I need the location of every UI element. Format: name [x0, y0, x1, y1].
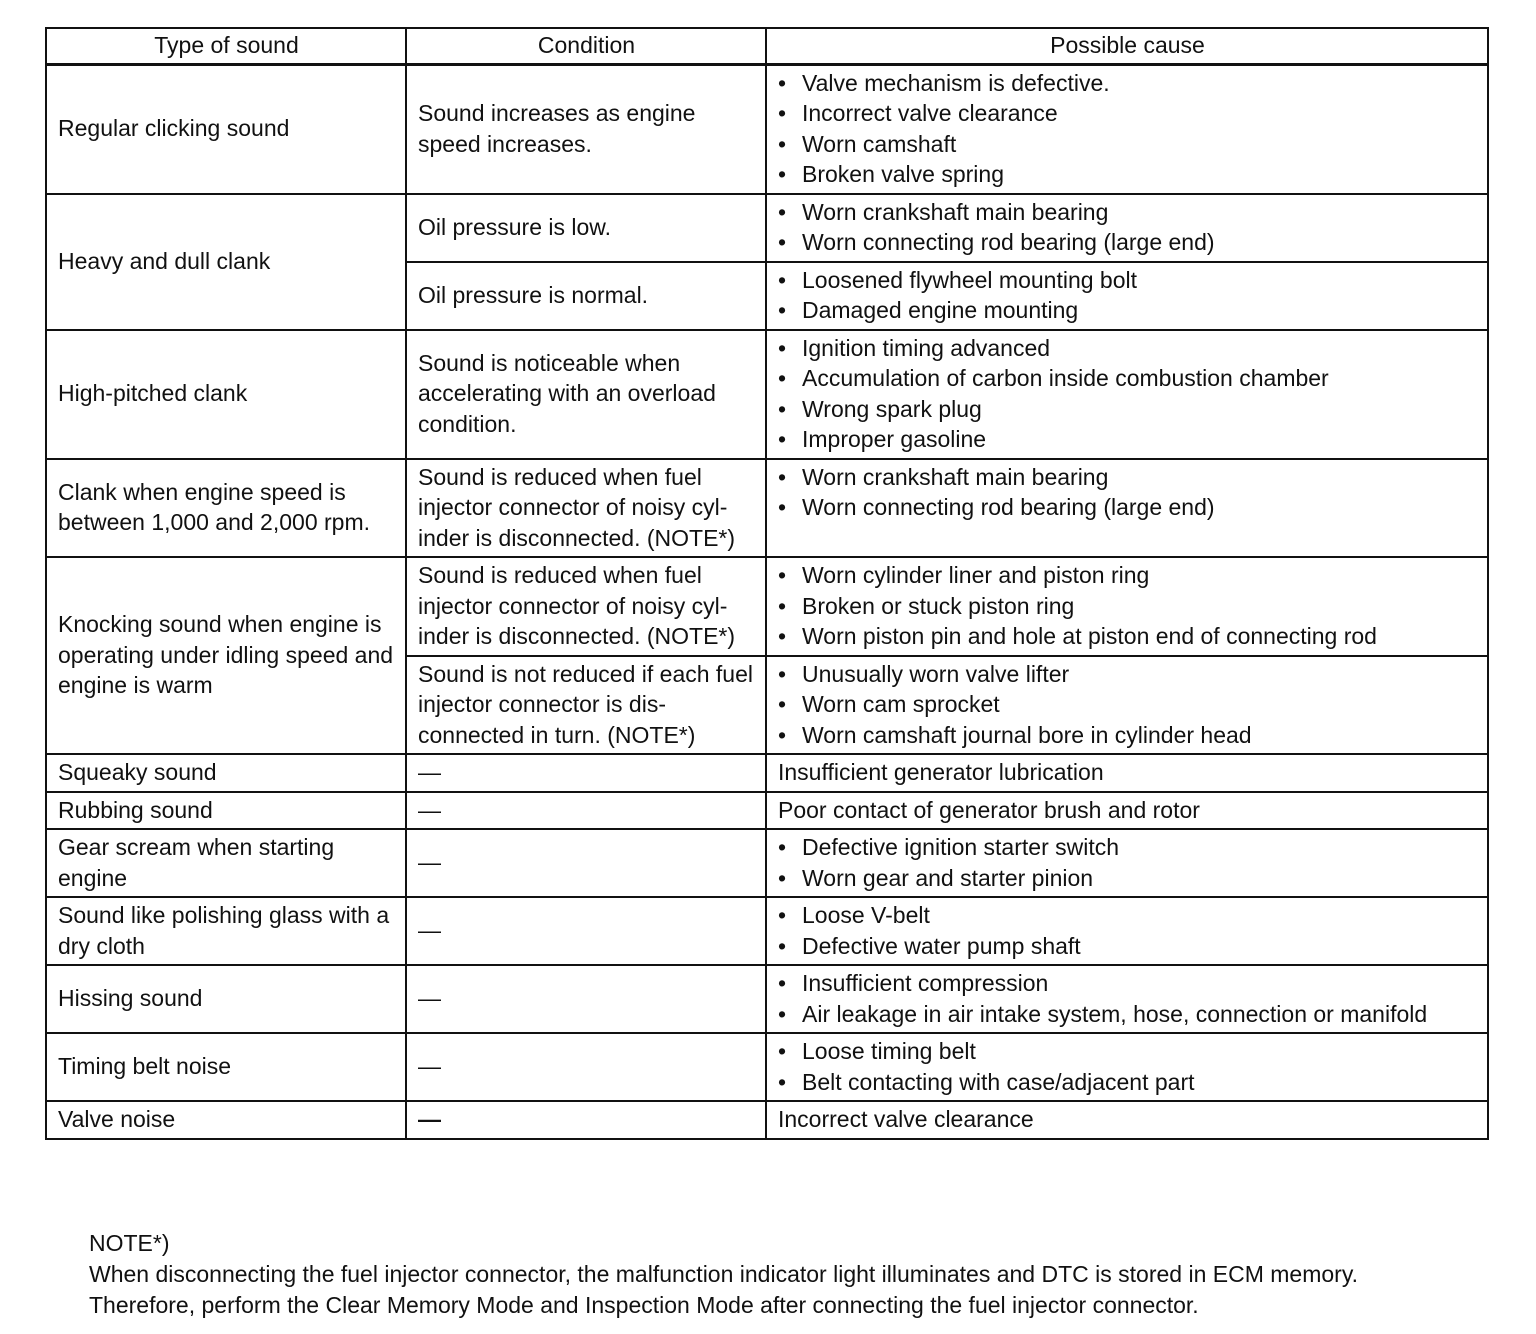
- condition-cell: Sound is reduced when fuel injector connector of noisy cyl-inder is disconnected. (NOTE*): [406, 557, 766, 656]
- header-condition: Condition: [406, 28, 766, 64]
- cause-item: • Worn crankshaft main bearing: [778, 462, 1477, 493]
- cause-cell: [766, 330, 1488, 459]
- footnote-line: Therefore, perform the Clear Memory Mode and Inspection Mode after connecting the fuel injector connector.: [89, 1292, 1199, 1318]
- sound-type-cell: Timing belt noise: [46, 1033, 406, 1101]
- table-row: [46, 459, 1488, 558]
- condition-cell: Oil pressure is normal.: [406, 262, 766, 330]
- cause-item: • Damaged engine mounting: [778, 295, 1477, 326]
- sound-type-cell: Heavy and dull clank: [46, 194, 406, 330]
- cause-item: • Worn gear and starter pinion: [778, 863, 1477, 894]
- cause-cell: [766, 829, 1488, 897]
- condition-cell: Sound is reduced when fuel injector connector of noisy cyl-inder is disconnected. (NOTE*): [406, 459, 766, 558]
- header-row: [46, 28, 1488, 64]
- condition-cell: Sound is not reduced if each fuel injector connector is dis-connected in turn. (NOTE*): [406, 656, 766, 755]
- sound-type-cell: Hissing sound: [46, 965, 406, 1033]
- cause-list: [778, 68, 1477, 190]
- cause-item: • Defective ignition starter switch: [778, 832, 1477, 863]
- condition-cell: Oil pressure is low.: [406, 194, 766, 262]
- cause-list: [778, 197, 1477, 258]
- condition-cell: —: [406, 897, 766, 965]
- sound-type-cell: Regular clicking sound: [46, 64, 406, 194]
- cause-cell: [766, 557, 1488, 656]
- table-row: [46, 194, 1488, 262]
- sound-type-cell: Rubbing sound: [46, 792, 406, 830]
- table-row: [46, 754, 1488, 792]
- condition-cell: —: [406, 1033, 766, 1101]
- cause-item: • Insufficient compression: [778, 968, 1477, 999]
- condition-cell: —: [406, 754, 766, 792]
- table-row: [46, 829, 1488, 897]
- sound-type-cell: High-pitched clank: [46, 330, 406, 459]
- cause-item: • Unusually worn valve lifter: [778, 659, 1477, 690]
- cause-item: • Worn camshaft journal bore in cylinder head: [778, 720, 1477, 751]
- cause-list: [778, 968, 1477, 1029]
- sound-type-cell: Squeaky sound: [46, 754, 406, 792]
- table-row: [46, 1033, 1488, 1101]
- cause-item: • Loose V-belt: [778, 900, 1477, 931]
- cause-item: • Loose timing belt: [778, 1036, 1477, 1067]
- table-row: [46, 965, 1488, 1033]
- condition-cell: —: [406, 1101, 766, 1139]
- table-row: [46, 792, 1488, 830]
- cause-cell: [766, 459, 1488, 558]
- cause-item: • Valve mechanism is defective.: [778, 68, 1477, 99]
- cause-list: [778, 462, 1477, 523]
- footnote: [89, 1228, 1358, 1321]
- sound-type-cell: Clank when engine speed is between 1,000 and 2,000 rpm.: [46, 459, 406, 558]
- footnote-line: When disconnecting the fuel injector connector, the malfunction indicator light illuminates and DTC is stored in ECM memory.: [89, 1261, 1358, 1287]
- sound-type-cell: Sound like polishing glass with a dry cloth: [46, 897, 406, 965]
- cause-cell: [766, 965, 1488, 1033]
- table-row: [46, 64, 1488, 194]
- cause-cell: [766, 64, 1488, 194]
- cause-item: • Loosened flywheel mounting bolt: [778, 265, 1477, 296]
- sound-type-cell: Knocking sound when engine is operating under idling speed and engine is warm: [46, 557, 406, 754]
- cause-list: [778, 265, 1477, 326]
- cause-list: [778, 1036, 1477, 1097]
- cause-item: • Improper gasoline: [778, 424, 1477, 455]
- cause-cell: [766, 262, 1488, 330]
- engine-noise-diagnosis-table: [45, 27, 1489, 1140]
- cause-cell: Insufficient generator lubrication: [766, 754, 1488, 792]
- cause-item: • Broken valve spring: [778, 159, 1477, 190]
- footnote-title: NOTE*): [89, 1230, 170, 1256]
- sound-type-cell: Valve noise: [46, 1101, 406, 1139]
- cause-item: • Worn camshaft: [778, 129, 1477, 160]
- cause-item: • Wrong spark plug: [778, 394, 1477, 425]
- cause-item: • Air leakage in air intake system, hose, connection or manifold: [778, 999, 1477, 1030]
- cause-cell: [766, 1033, 1488, 1101]
- cause-cell: Poor contact of generator brush and rotor: [766, 792, 1488, 830]
- sound-type-cell: Gear scream when starting engine: [46, 829, 406, 897]
- condition-cell: —: [406, 792, 766, 830]
- header-possible-cause: Possible cause: [766, 28, 1488, 64]
- cause-item: • Worn connecting rod bearing (large end): [778, 227, 1477, 258]
- condition-cell: Sound increases as engine speed increases.: [406, 64, 766, 194]
- cause-list: [778, 900, 1477, 961]
- cause-item: • Worn piston pin and hole at piston end of connecting rod: [778, 621, 1477, 652]
- table-row: [46, 330, 1488, 459]
- cause-item: • Defective water pump shaft: [778, 931, 1477, 962]
- condition-cell: —: [406, 965, 766, 1033]
- header-type-of-sound: Type of sound: [46, 28, 406, 64]
- cause-list: [778, 832, 1477, 893]
- cause-item: • Accumulation of carbon inside combustion chamber: [778, 363, 1477, 394]
- cause-cell: [766, 897, 1488, 965]
- cause-list: [778, 659, 1477, 751]
- cause-list: [778, 333, 1477, 455]
- table-row: [46, 1101, 1488, 1139]
- cause-item: • Incorrect valve clearance: [778, 98, 1477, 129]
- table-row: [46, 897, 1488, 965]
- condition-cell: Sound is noticeable when accelerating with an overload condition.: [406, 330, 766, 459]
- table-row: [46, 557, 1488, 656]
- cause-cell: [766, 656, 1488, 755]
- cause-item: • Worn connecting rod bearing (large end): [778, 492, 1477, 523]
- cause-item: • Worn cam sprocket: [778, 689, 1477, 720]
- cause-list: [778, 560, 1477, 652]
- cause-cell: Incorrect valve clearance: [766, 1101, 1488, 1139]
- cause-cell: [766, 194, 1488, 262]
- cause-item: • Broken or stuck piston ring: [778, 591, 1477, 622]
- condition-cell: —: [406, 829, 766, 897]
- cause-item: • Belt contacting with case/adjacent part: [778, 1067, 1477, 1098]
- cause-item: • Ignition timing advanced: [778, 333, 1477, 364]
- cause-item: • Worn cylinder liner and piston ring: [778, 560, 1477, 591]
- cause-item: • Worn crankshaft main bearing: [778, 197, 1477, 228]
